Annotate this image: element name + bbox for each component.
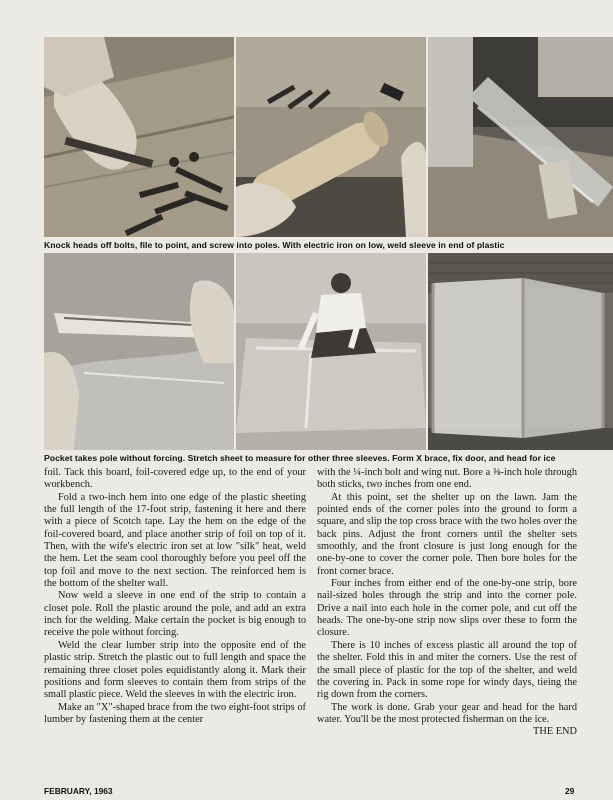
closing-text: The work is done. Grab your gear and head for the hard water. You'll be the most protected fisherman on the ice.: [317, 701, 577, 725]
photo-screwing-pole: [236, 37, 426, 237]
paragraph: Four inches from either end of the one-by-one strip, bore nail-sized holes through the strip and into the corner pole. Drive a nail into each hole in the corner pole, and cut off the heads. The one-by-one strip now slips over these to form the closure.: [317, 578, 577, 639]
photo-pocket-pole: [44, 253, 234, 450]
caption-bottom: Pocket takes pole without forcing. Stretch sheet to measure for other three sleeves. Form X brace, fix door, and head for ice: [44, 453, 556, 463]
page-number: 29: [565, 786, 575, 796]
paragraph: At this point, set the shelter up on the lawn. Jam the pointed ends of the corner poles into the ground to form a square, and slip the top cross brace with the two holes over the back pins. Adjust the front corners until the shelter sets smoothly, and the front closure is just long enough for the one-by-one to cover the corner pole. Then bore holes for the front corner brace.: [317, 491, 577, 577]
caption-top: Knock heads off bolts, file to point, and screw into poles. With electric iron on low, weld sleeve in end of plastic: [44, 240, 505, 250]
left-column: [44, 467, 306, 726]
photo-filing-bolts: [44, 37, 234, 237]
paragraph: Weld the clear lumber strip into the opposite end of the plastic strip. Stretch the plastic out to full length and space the remaining three closet poles equidistantly along it. Mark their positions and form sleeves to contain them from strips of the small plastic piece. Weld the sleeves in with the electric iron.: [44, 639, 306, 701]
paragraph: Make an "X"-shaped brace from the two eight-foot strips of lumber by fastening them at the center: [44, 701, 306, 725]
end-mark: THE END: [533, 726, 577, 738]
right-column: [317, 467, 577, 739]
paragraph: Now weld a sleeve in one end of the strip to contain a closet pole. Roll the plastic around the pole, and add an extra inch for the welding. Make certain the pocket is big enough to receive the pole without forcing.: [44, 590, 306, 639]
issue-date: FEBRUARY, 1963: [44, 786, 113, 796]
paragraph: There is 10 inches of excess plastic all around the top of the shelter. Fold this in and miter the corners. Use the rest of the small piece of plastic for the top of the shelter, and weld the covering in. Pack in some rope for windy days, tieing the rig down from the corners.: [317, 639, 577, 701]
photo-iron-welding: [428, 37, 613, 237]
paragraph: Fold a two-inch hem into one edge of the plastic sheeting the full length of the 17-foot strip, fastening it here and there with a piece of Scotch tape. Lay the hem on the edge of the foil-covered board, and place another strip of foil on top of it. Then, with the wife's electric iron set at low "silk" heat, weld the hem. Let the seam cool thoroughly before you peel off the top foil and move to the next section. The reinforced hem is the bottom of the shelter wall.: [44, 491, 306, 590]
closing-paragraph: [317, 701, 577, 738]
paragraph: with the ¼-inch bolt and wing nut. Bore a ⅜-inch hole through both sticks, two inches from one end.: [317, 467, 577, 491]
photo-finished-shelter: [428, 253, 613, 450]
paragraph: foil. Tack this board, foil-covered edge up, to the end of your workbench.: [44, 467, 306, 491]
photo-stretch-sheet: [236, 253, 426, 450]
